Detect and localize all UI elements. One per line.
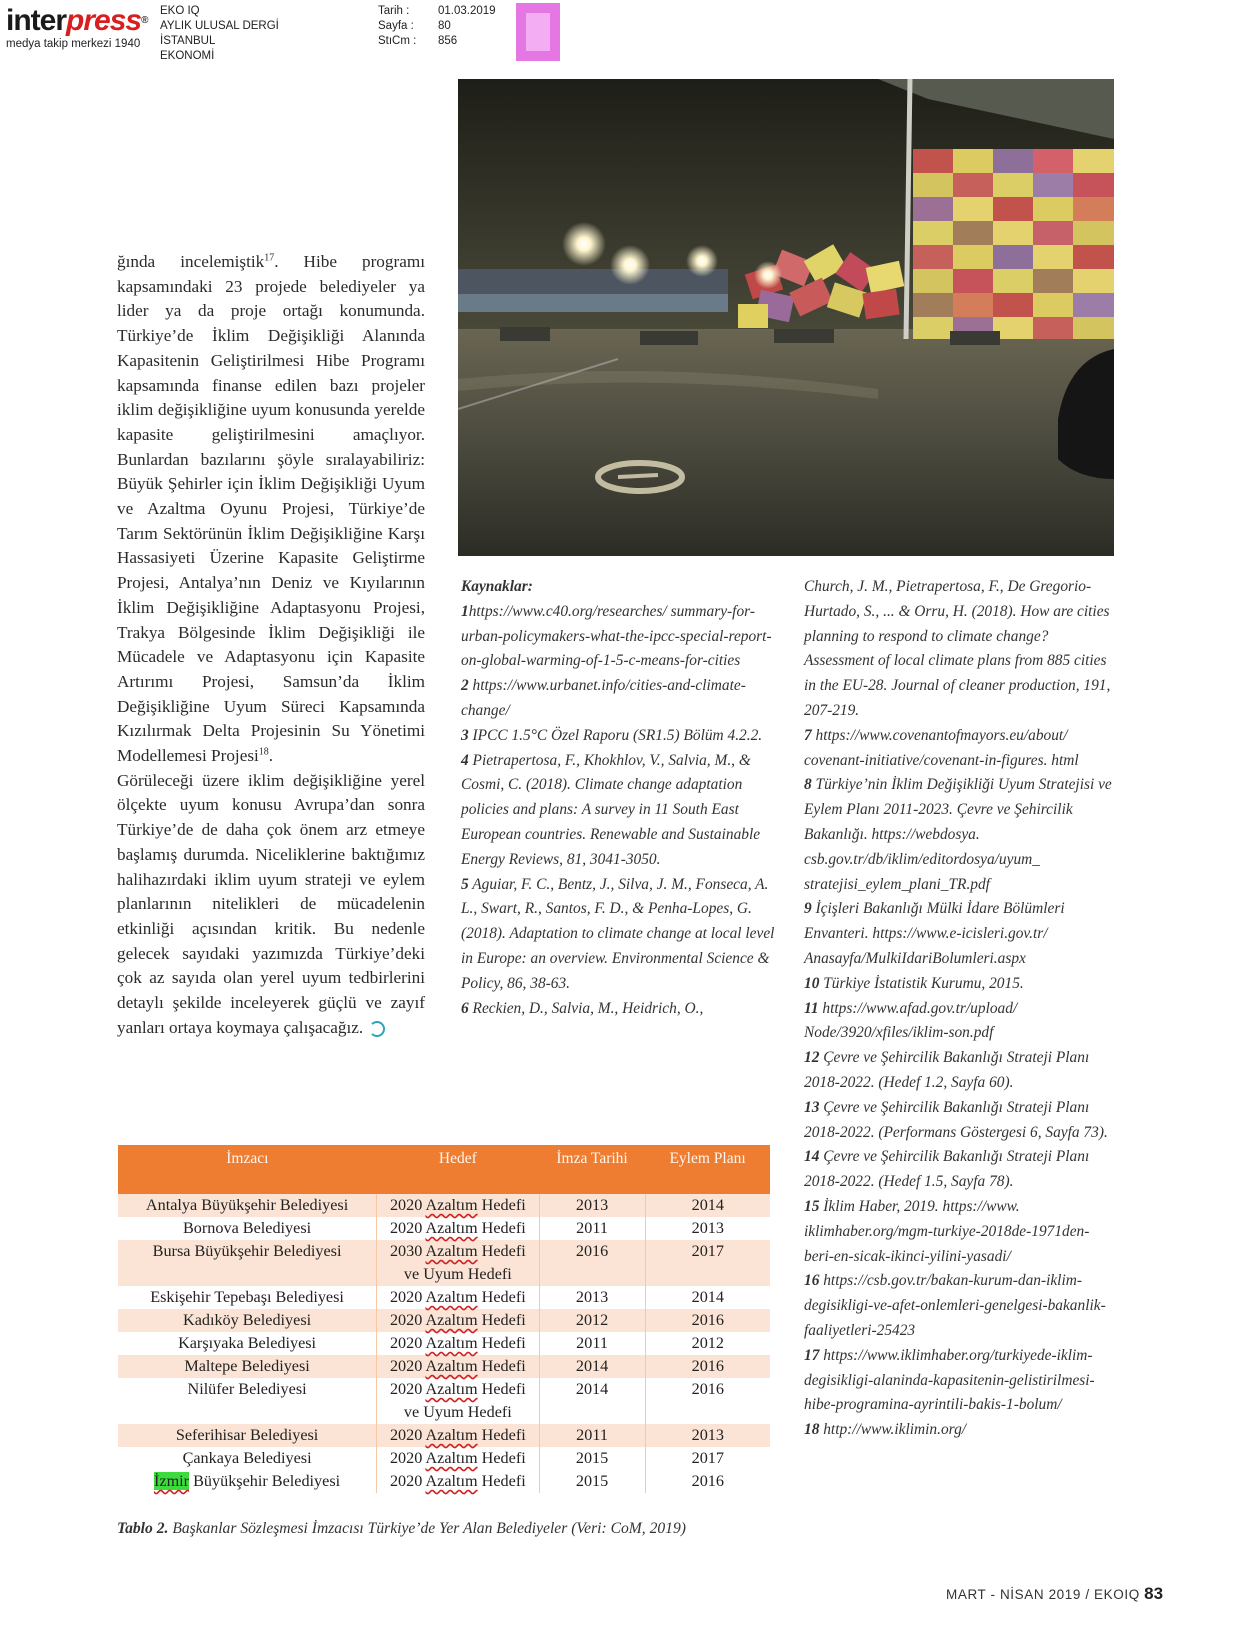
reference-number: 8 — [804, 776, 812, 794]
port-containers-photo — [458, 79, 1114, 556]
reference-item — [461, 997, 776, 1022]
table-row — [118, 1447, 770, 1470]
reference-item — [461, 873, 776, 997]
references-title: Kaynaklar: — [461, 578, 533, 595]
cell-target: 2020 Azaltım Hedefi — [377, 1470, 539, 1493]
cell-sign-date: 2015 — [539, 1447, 645, 1470]
reference-text[interactable]: Çevre ve Şehircilik Bakanlığı Strateji Planı 2018-2022. (Hedef 1.2, Sayfa 60). — [804, 1049, 1090, 1091]
reference-item — [461, 749, 776, 873]
reference-number: 9 — [804, 900, 812, 918]
reference-number: 13 — [804, 1098, 820, 1116]
table-row — [118, 1424, 770, 1447]
logo-subtitle: medya takip merkezi 1940 — [6, 38, 141, 50]
reference-number: 5 — [461, 875, 469, 893]
reference-text[interactable]: Çevre ve Şehircilik Bakanlığı Strateji Planı 2018-2022. (Hedef 1.5, Sayfa 78). — [804, 1148, 1090, 1191]
reference-list — [461, 600, 776, 1022]
reference-item — [804, 1195, 1116, 1269]
cell-signatory: Eskişehir Tepebaşı Belediyesi — [118, 1286, 377, 1309]
cell-action-plan: 2016 — [645, 1355, 770, 1378]
cell-sign-date: 2013 — [539, 1194, 645, 1217]
reference-text[interactable]: https://www.c40.org/researches/ summary-for-urban-policymakers-what-the-ipcc-special-report-on-global-warming-of-1-5-c-means-for-cities — [461, 602, 772, 670]
reference-number: 4 — [461, 751, 469, 769]
meta-page: Sayfa : 80 — [378, 20, 451, 32]
reference-text[interactable]: Aguiar, F. C., Bentz, J., Silva, J. M., Fonseca, A. L., Swart, R., Santos, F. D., & Penha-Lopes, G. (2018). Adaptation to climate change at local level in Europe: an overview. Environmental Science & Policy, 86, 38-63. — [461, 875, 775, 992]
article-body — [117, 250, 425, 1041]
logo-inter-text: inter — [6, 4, 67, 37]
footnote-ref-18[interactable]: 18 — [258, 746, 269, 758]
reference-item — [804, 1145, 1116, 1195]
photo-illustration — [458, 79, 1114, 556]
reference-item — [461, 674, 776, 724]
cell-target: 2020 Azaltım Hedefi — [377, 1447, 539, 1470]
reference-item — [804, 1096, 1116, 1146]
cell-target: 2020 Azaltım Hedefi — [377, 1309, 539, 1332]
cell-sign-date: 2012 — [539, 1309, 645, 1332]
header-sign-date: İmza Tarihi — [539, 1145, 645, 1194]
cell-sign-date: 2014 — [539, 1355, 645, 1378]
reference-item — [804, 773, 1116, 897]
cell-target: 2030 Azaltım Hedefi ve Uyum Hedefi — [377, 1240, 539, 1286]
reference-item — [804, 897, 1116, 971]
reference-text[interactable]: https://csb.gov.tr/bakan-kurum-dan-iklim-degisikligi-ve-afet-onlemleri-genelgesi-bakanlik-faaliyetleri-25423 — [804, 1272, 1106, 1339]
table-row — [118, 1470, 770, 1493]
cell-signatory: Nilüfer Belediyesi — [118, 1378, 377, 1424]
meta-size: StıCm : 856 — [378, 35, 458, 47]
logo-press-text: press — [66, 4, 142, 37]
cell-signatory: Seferihisar Belediyesi — [118, 1424, 377, 1447]
reference-text[interactable]: Türkiye’nin İklim Değişikliği Uyum Stratejisi ve Eylem Planı 2011-2023. Çevre ve Şehircilik Bakanlığı. https://webdosya. csb.gov.tr/db/iklim/editordosya/uyum_ stratejisi_eylem_plani_TR.pdf — [804, 776, 1112, 893]
cell-target: 2020 Azaltım Hedefi — [377, 1355, 539, 1378]
cell-action-plan: 2014 — [645, 1286, 770, 1309]
reference-number: 11 — [804, 999, 819, 1017]
header-target: Hedef — [377, 1145, 539, 1194]
article-paragraph-1: ğında incelemiştik$^{17}$. Hibe programı kapsamındaki 23 projede belediyeler ya lider ya da proje ortağı konumunda. Türkiye’de İklim Değişikliği Alanında Kapasitenin Geliştirilmesi Hibe Programı kapsamında finanse edilen bazı projeler iklim değişikliğine uyum konusunda yerelde kapasite geliştirilmesini amaçlıyor. Bunlardan bazılarını şöyle sıralayabiliriz: Büyük Şehirler için İklim Değişikliği Uyum ve Azaltma Oyunu Projesi, Türkiye’de Tarım Sektörünün İklim Değişikliğine Karşı Hassasiyeti Üzerine Kapasite Geliştirme Projesi, Antalya’nın Deniz ve Kıyılarının İklim Değişikliğine Adaptasyonu Projesi, Trakya Bölgesinde İklim Değişikliği ile Mücadele ve Adaptasyonu için Kapasite Artırımı Projesi, Samsun’da İklim Değişikliğine Uyum Süreci Kapsamında Kızılırmak Delta Projesinin Su Yönetimi Modellemesi Projesi$^{18}$. — [117, 252, 425, 766]
cell-signatory: Antalya Büyükşehir Belediyesi — [118, 1194, 377, 1217]
publication-frequency: AYLIK ULUSAL DERGİ — [160, 20, 279, 32]
cell-signatory: Bursa Büyükşehir Belediyesi — [118, 1240, 377, 1286]
reference-number: 1 — [461, 602, 469, 620]
table-row — [118, 1194, 770, 1217]
cell-action-plan: 2014 — [645, 1194, 770, 1217]
cell-target: 2020 Azaltım Hedefi — [377, 1194, 539, 1217]
cell-sign-date: 2016 — [539, 1240, 645, 1286]
reference-number: 16 — [804, 1272, 820, 1290]
meta-date: Tarih : 01.03.2019 — [378, 5, 496, 17]
cell-target: 2020 Azaltım Hedefi — [377, 1332, 539, 1355]
reference-text[interactable]: İklim Haber, 2019. https://www. iklimhaber.org/mgm-turkiye-2018de-1971den-beri-en-sicak-ikinci-yilini-yasadi/ — [804, 1197, 1090, 1265]
reference-number: 10 — [804, 974, 820, 992]
cell-sign-date: 2011 — [539, 1217, 645, 1240]
footnote-ref-17[interactable]: 17 — [264, 252, 275, 264]
cell-action-plan: 2016 — [645, 1470, 770, 1493]
table-row — [118, 1332, 770, 1355]
cell-signatory: Çankaya Belediyesi — [118, 1447, 377, 1470]
cell-signatory: Maltepe Belediyesi — [118, 1355, 377, 1378]
end-of-article-icon — [369, 1021, 385, 1037]
reference-number: 7 — [804, 726, 812, 744]
reference-text[interactable]: https://www.covenantofmayors.eu/about/ covenant-initiative/covenant-in-figures. html — [804, 726, 1079, 769]
reference-item — [804, 997, 1116, 1047]
publication-category: EKONOMİ — [160, 50, 215, 62]
publication-info — [160, 4, 279, 64]
cell-signatory: İzmir Büyükşehir Belediyesi — [118, 1470, 377, 1493]
reference-item — [804, 1046, 1116, 1096]
municipalities-table — [118, 1145, 770, 1493]
caption-label: Tablo 2. — [117, 1520, 169, 1537]
reference-item — [461, 600, 776, 674]
cell-target: 2020 Azaltım Hedefi — [377, 1217, 539, 1240]
cell-action-plan: 2016 — [645, 1309, 770, 1332]
table-caption: Tablo 2. Başkanlar Sözleşmesi İmzacısı Türkiye’de Yer Alan Belediyeler (Veri: CoM, 2019) — [117, 1520, 686, 1537]
reference-number: 17 — [804, 1346, 820, 1364]
reference-item — [804, 1269, 1116, 1343]
cell-target: 2020 Azaltım Hedefi — [377, 1286, 539, 1309]
cell-action-plan: 2017 — [645, 1447, 770, 1470]
reference-number: 18 — [804, 1421, 820, 1439]
reference-number: 12 — [804, 1049, 820, 1067]
cell-action-plan: 2013 — [645, 1424, 770, 1447]
table-row — [118, 1378, 770, 1424]
reference-text[interactable]: Türkiye İstatistik Kurumu, 2015. — [819, 974, 1024, 992]
reference-text[interactable]: https://www.afad.gov.tr/upload/ Node/3920/xfiles/iklim-son.pdf — [804, 999, 1018, 1042]
interpress-logo — [6, 6, 146, 50]
table-row — [118, 1240, 770, 1286]
cell-action-plan: 2017 — [645, 1240, 770, 1286]
reference-number: 14 — [804, 1148, 820, 1166]
page-footer — [946, 1584, 1163, 1604]
reference-item — [804, 724, 1116, 774]
reference-6-continued: Church, J. M., Pietrapertosa, F., De Gregorio-Hurtado, S., ... & Orru, H. (2018). How are cities planning to respond to climate change? Assessment of local climate plans from 885 cities in the EU-28. Journal of cleaner production, 191, 207-219. — [804, 578, 1111, 719]
reference-list — [804, 724, 1116, 1443]
publication-city: İSTANBUL — [160, 35, 216, 47]
reference-text[interactable]: IPCC 1.5°C Özel Raporu (SR1.5) Bölüm 4.2.2. — [468, 726, 763, 744]
reference-number: 6 — [461, 999, 469, 1017]
article-paragraph-2: Görüleceği üzere iklim değişikliğine yerel ölçekte uyum konusu Avrupa’dan sonra Türkiye’de de daha çok önem arz etmeye başlamış durumda. Niceliklerine baktığımız halihazırdaki iklim uyum strateji ve eylem planlarının nitelikleri de mücadelenin etkinliği açısından kritik. Bu nedenle gelecek sayıdaki yazımızda Türkiye’deki çok az sayıda olan yerel uyum tedbirlerini detaylı şekilde inceleyerek güçlü ve zayıf yanları ortaya koymaya çalışacağız. — [117, 770, 425, 1037]
reference-text[interactable]: https://www.urbanet.info/cities-and-climate-change/ — [461, 677, 746, 719]
references-column-1 — [461, 575, 776, 1021]
reference-item — [804, 1344, 1116, 1418]
registered-mark: ® — [141, 15, 148, 26]
cell-sign-date: 2013 — [539, 1286, 645, 1309]
cell-sign-date: 2015 — [539, 1470, 645, 1493]
reference-item — [804, 972, 1116, 997]
table-row — [118, 1286, 770, 1309]
cell-sign-date: 2011 — [539, 1424, 645, 1447]
cell-signatory: Bornova Belediyesi — [118, 1217, 377, 1240]
page-number: 83 — [1144, 1584, 1164, 1603]
cell-target: 2020 Azaltım Hedefi ve Uyum Hedefi — [377, 1378, 539, 1424]
cell-sign-date: 2014 — [539, 1378, 645, 1424]
cell-target: 2020 Azaltım Hedefi — [377, 1424, 539, 1447]
reference-number: 3 — [461, 726, 469, 744]
cell-action-plan: 2012 — [645, 1332, 770, 1355]
reference-text[interactable]: Çevre ve Şehircilik Bakanlığı Strateji Planı 2018-2022. (Performans Göstergesi 6, Sayfa 73). — [804, 1098, 1108, 1141]
publication-name: EKO IQ — [160, 5, 200, 17]
cell-signatory: Karşıyaka Belediyesi — [118, 1332, 377, 1355]
references-column-2 — [804, 575, 1116, 1443]
header-signatory: İmzacı — [118, 1145, 377, 1194]
highlighted-word: İzmir — [154, 1472, 190, 1490]
reference-number: 15 — [804, 1197, 820, 1215]
footer-issue: MART - NİSAN 2019 / EKOIQ — [946, 1587, 1140, 1602]
reference-text[interactable]: http://www.iklimin.org/ — [819, 1421, 967, 1439]
barcode-stamp — [516, 3, 560, 61]
reference-item — [461, 724, 776, 749]
clip-meta — [378, 4, 496, 49]
reference-text[interactable]: Reckien, D., Salvia, M., Heidrich, O., — [468, 999, 704, 1017]
table-row — [118, 1355, 770, 1378]
reference-item — [804, 1418, 1116, 1443]
cell-signatory: Kadıköy Belediyesi — [118, 1309, 377, 1332]
cell-sign-date: 2011 — [539, 1332, 645, 1355]
reference-text[interactable]: Pietrapertosa, F., Khokhlov, V., Salvia, M., & Cosmi, C. (2018). Climate change adaptation policies and plans: A survey in 11 South East European countries. Renewable and Sustainable Energy Reviews, 81, 3041-3050. — [461, 751, 761, 868]
table-row — [118, 1217, 770, 1240]
table-row — [118, 1309, 770, 1332]
header-action-plan: Eylem Planı — [645, 1145, 770, 1194]
cell-action-plan: 2013 — [645, 1217, 770, 1240]
reference-number: 2 — [461, 677, 469, 695]
cell-action-plan: 2016 — [645, 1378, 770, 1424]
reference-text[interactable]: İçişleri Bakanlığı Mülki İdare Bölümleri Envanteri. https://www.e-icisleri.gov.tr/ Anasayfa/MulkiIdariBolumleri.aspx — [804, 900, 1065, 967]
reference-text[interactable]: https://www.iklimhaber.org/turkiyede-iklim-degisikligi-alaninda-kapasitenin-gelistirilmesi-hibe-programina-ayrintili-bakis-1-bolum/ — [804, 1346, 1095, 1414]
